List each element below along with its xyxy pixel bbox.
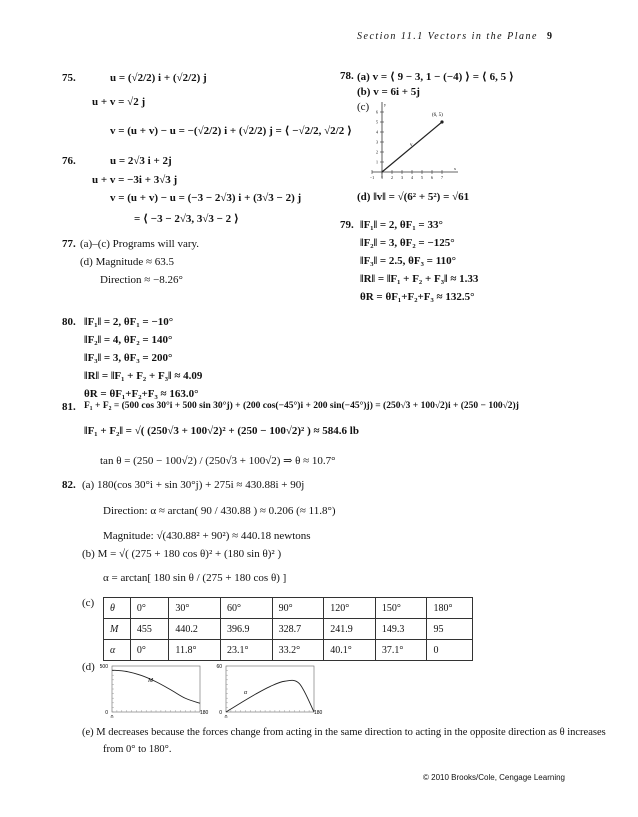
table-row <box>104 598 473 619</box>
x-axis-label: x <box>454 166 456 171</box>
table-cell: 396.9 <box>220 619 272 640</box>
y-tick-label: 5 <box>376 119 378 125</box>
plot-frame <box>226 666 314 712</box>
vector-label: v <box>410 143 413 148</box>
y-ticks <box>376 110 384 165</box>
x-tick-label: −1 <box>369 175 375 180</box>
answer-part-d: (d) ‖v‖ = √(6² + 5²) = √61 <box>357 191 470 203</box>
answer-line: Direction: α ≈ arctan( 90 / 430.88 ) ≈ 0.206 (≈ 11.8°) <box>103 505 336 517</box>
magnitude-chart <box>100 658 210 718</box>
answer-part-a: (a) v = ⟨ 9 − 3, 1 − (−4) ⟩ = ⟨ 6, 5 ⟩ <box>357 71 514 83</box>
y-tick-label: 60 <box>216 664 222 670</box>
table-cell: 23.1° <box>220 640 272 661</box>
answer-line: Direction ≈ −8.26° <box>100 274 183 286</box>
series-line-M <box>112 670 200 703</box>
answer-line: θR = θF₁+F₂+F₃ ≈ 132.5° <box>360 291 475 303</box>
copyright-footer: © 2010 Brooks/Cole, Cengage Learning <box>423 773 565 782</box>
answer-part-b: (b) v = 6i + 5j <box>357 86 420 98</box>
x-tick-label: 2 <box>391 175 393 180</box>
x-tick-label: 0 <box>110 715 114 718</box>
table-cell: 241.9 <box>324 619 376 640</box>
table-cell: 33.2° <box>272 640 324 661</box>
answer-line: ‖F₃‖ = 2.5, θF₃ = 110° <box>360 255 456 267</box>
equation-line: u + v = √2 j <box>92 96 146 108</box>
tick-marks <box>226 666 314 712</box>
page-number: 9 <box>547 31 552 42</box>
table-cell: 0° <box>130 640 169 661</box>
table-cell: 120° <box>324 598 376 619</box>
y-tick-label: 6 <box>376 109 378 115</box>
equation-line: u + v = −3i + 3√3 j <box>92 174 178 186</box>
equation-line: F₁ + F₂ = (500 cos 30°i + 500 sin 30°j) + (200 cos(−45°)i + 200 sin(−45°)j) = (250√3 + 100√2)i + (250 − 100√2)j <box>84 401 519 411</box>
x-tick-label: 1 <box>381 175 383 180</box>
problem-number: 77. <box>62 238 76 250</box>
y-tick-label: 4 <box>376 129 378 135</box>
problem-number: 78. <box>340 70 354 82</box>
table-cell: 60° <box>220 598 272 619</box>
answer-line: ‖F₁‖ = 2, θF₁ = 33° <box>360 219 443 231</box>
answer-line: ‖R‖ = ‖F₁ + F₂ + F₃‖ ≈ 1.33 <box>360 273 479 285</box>
table-cell: 180° <box>427 598 473 619</box>
table-cell: 149.3 <box>375 619 427 640</box>
table-cell: 0° <box>130 598 169 619</box>
x-tick-label: 5 <box>421 175 423 180</box>
y-tick-label: 0 <box>105 710 108 716</box>
table-cell: 30° <box>169 598 221 619</box>
series-line-alpha <box>226 680 314 712</box>
data-table <box>103 597 473 661</box>
direction-chart <box>214 658 324 718</box>
series-label: M <box>148 678 153 684</box>
y-tick-label: 3 <box>376 139 378 145</box>
y-tick-label: 500 <box>100 664 108 670</box>
answer-line: (d) Magnitude ≈ 63.5 <box>80 256 175 268</box>
answer-line: ‖F₂‖ = 4, θF₂ = 140° <box>84 334 173 346</box>
answer-part-d: (d) <box>82 661 95 673</box>
equation-line: u = (√2/2) i + (√2/2) j <box>110 72 207 84</box>
problem-number: 79. <box>340 219 354 231</box>
answer-part-c: (c) <box>357 101 370 113</box>
answer-line: α = arctan[ 180 sin θ / (275 + 180 cos θ) ] <box>103 572 287 584</box>
series-label: α <box>244 690 248 696</box>
problem-number: 75. <box>62 72 76 84</box>
equation-line: = ⟨ −3 − 2√3, 3√3 − 2 ⟩ <box>134 213 239 225</box>
answer-part-c: (c) <box>82 597 95 609</box>
answer-line: Magnitude: √(430.88² + 90²) ≈ 440.18 newtons <box>103 530 311 542</box>
vector-tip <box>440 120 443 123</box>
table-cell: 90° <box>272 598 324 619</box>
problem-number: 76. <box>62 155 76 167</box>
x-tick-label: 180 <box>314 710 323 716</box>
table-cell: 95 <box>427 619 473 640</box>
answer-line: ‖F₁‖ = 2, θF₁ = −10° <box>84 316 174 328</box>
row-header-cell: α <box>104 640 131 661</box>
x-tick-label: 3 <box>401 175 403 180</box>
problem-number: 82. <box>62 479 76 491</box>
x-tick-label: 4 <box>411 175 413 180</box>
table-cell: 37.1° <box>375 640 427 661</box>
section-title: Section 11.1 Vectors in the Plane <box>357 31 538 42</box>
x-tick-label: 7 <box>441 175 443 180</box>
tick-marks <box>112 666 200 712</box>
y-tick-label: 2 <box>376 149 378 155</box>
vector-graph <box>360 100 460 180</box>
x-tick-label: 6 <box>431 175 433 180</box>
problem-number: 80. <box>62 316 76 328</box>
table-cell: 0 <box>427 640 473 661</box>
equation-line: ‖F₁ + F₂‖ = √( (250√3 + 100√2)² + (250 − 100√2)² ) ≈ 584.6 lb <box>84 425 359 437</box>
plot-frame <box>112 666 200 712</box>
equation-line: v = (u + v) − u = −(√2/2) i + (√2/2) j = ⟨ −√2/2, √2/2 ⟩ <box>110 125 353 137</box>
x-tick-label: 180 <box>200 710 209 716</box>
point-label: (6, 5) <box>432 113 443 118</box>
y-axis-label: y <box>384 102 386 107</box>
problem-number: 81. <box>62 401 76 413</box>
answer-line: from 0° to 180°. <box>103 744 172 755</box>
answer-part-b: (b) M = √( (275 + 180 cos θ)² + (180 sin θ)² ) <box>82 548 282 560</box>
row-header-cell: M <box>104 619 131 640</box>
answer-line: θR = θF₁+F₂+F₃ ≈ 163.0° <box>84 388 199 400</box>
answer-line: ‖F₃‖ = 3, θF₃ = 200° <box>84 352 173 364</box>
table-cell: 440.2 <box>169 619 221 640</box>
table-cell: 40.1° <box>324 640 376 661</box>
y-tick-label: 0 <box>219 710 222 716</box>
answer-part-e: (e) M decreases because the forces change from acting in the same direction to acting in the opposite direction as θ increases <box>82 727 606 738</box>
table-cell: 455 <box>130 619 169 640</box>
table-cell: 150° <box>375 598 427 619</box>
row-header-cell: θ <box>104 598 131 619</box>
equation-line: tan θ = (250 − 100√2) / (250√3 + 100√2) ⇒ θ ≈ 10.7° <box>100 455 336 467</box>
table-cell: 328.7 <box>272 619 324 640</box>
x-tick-label: 0 <box>224 715 228 718</box>
answer-line: (a)–(c) Programs will vary. <box>80 238 200 250</box>
y-tick-label: 1 <box>376 159 378 165</box>
answer-line: ‖F₂‖ = 3, θF₂ = −125° <box>360 237 455 249</box>
answer-line: ‖R‖ = ‖F₁ + F₂ + F₃‖ ≈ 4.09 <box>84 370 203 382</box>
table-cell: 11.8° <box>169 640 221 661</box>
x-ticks <box>370 170 443 180</box>
table-row <box>104 619 473 640</box>
answer-part-a: (a) 180(cos 30°i + sin 30°j) + 275i ≈ 430.88i + 90j <box>82 479 305 491</box>
equation-line: u = 2√3 i + 2j <box>110 155 172 167</box>
equation-line: v = (u + v) − u = (−3 − 2√3) i + (3√3 − 2) j <box>110 192 302 204</box>
